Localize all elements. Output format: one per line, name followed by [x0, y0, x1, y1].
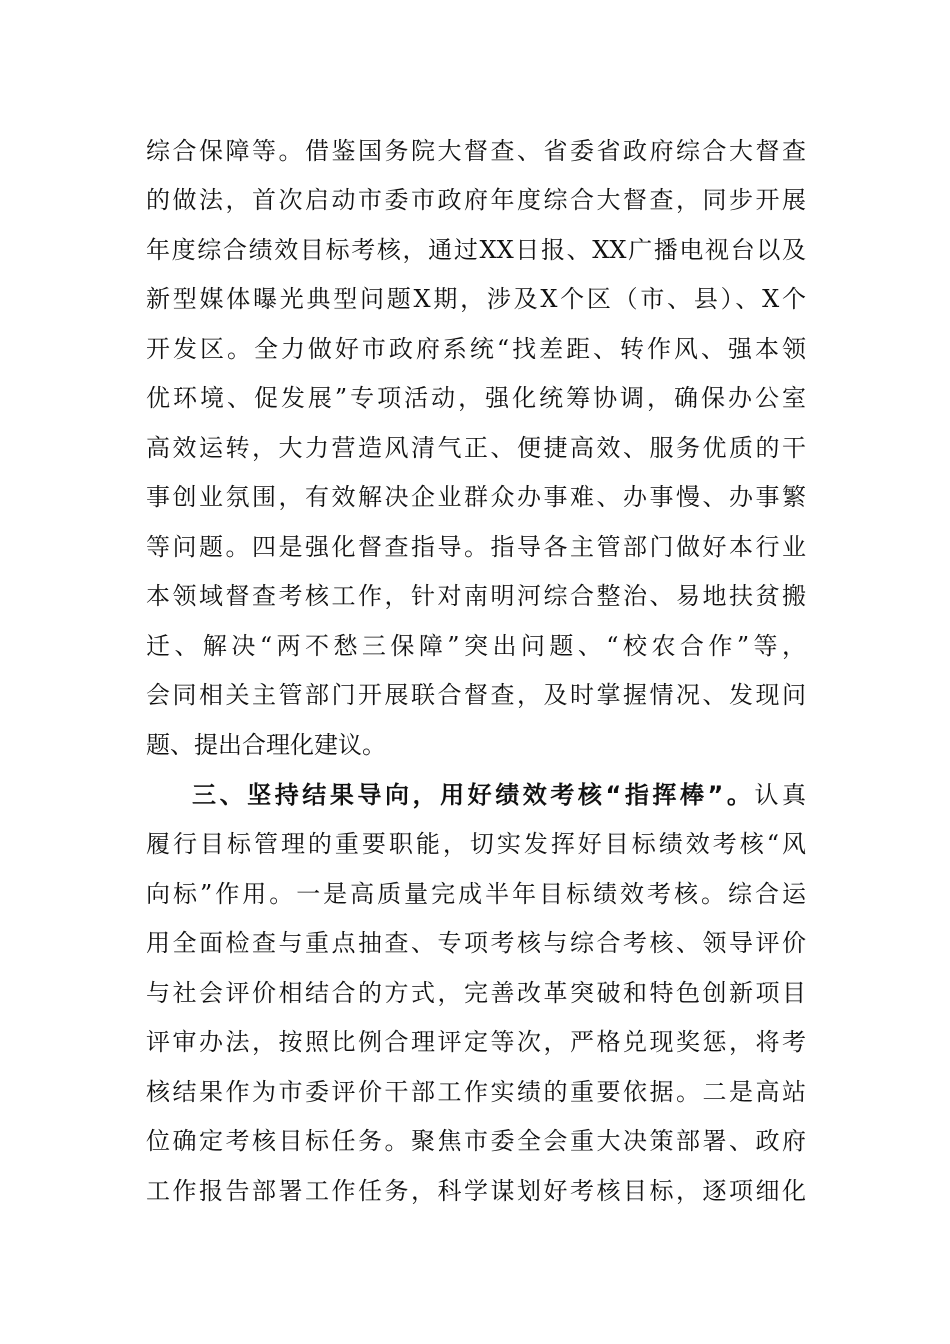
text-line: 的做法，首次启动市委市政府年度综合大督查，同步开展 — [146, 186, 806, 214]
text-line: 用全面检查与重点抽查、专项考核与综合考核、领导评价 — [146, 929, 806, 957]
text-line: 本领域督查考核工作，针对南明河综合整治、易地扶贫搬 — [146, 582, 806, 610]
text-line: 核结果作为市委评价干部工作实绩的重要依据。二是高站 — [146, 1078, 806, 1106]
text-line: 新型媒体曝光典型问题X期，涉及X个区（市、县）、X个 — [146, 285, 806, 313]
text-line: 事创业氛围，有效解决企业群众办事难、办事慢、办事繁 — [146, 483, 806, 511]
text-line: 履行目标管理的重要职能，切实发挥好目标绩效考核“风 — [146, 830, 806, 858]
text-line: 向标”作用。一是高质量完成半年目标绩效考核。综合运 — [146, 880, 806, 908]
text-line: 会同相关主管部门开展联合督查，及时掌握情况、发现问 — [146, 681, 806, 709]
text-line: 等问题。四是强化督查指导。指导各主管部门做好本行业 — [146, 533, 806, 561]
text-line: 题、提出合理化建议。 — [146, 731, 386, 759]
text-line: 迁、解决“两不愁三保障”突出问题、“校农合作”等， — [146, 632, 806, 660]
text-line: 优环境、促发展”专项活动，强化统筹协调，确保办公室 — [146, 384, 806, 412]
section-heading: 三、坚持结果导向，用好绩效考核“指挥棒”。 — [192, 781, 755, 809]
text-line: 位确定考核目标任务。聚焦市委全会重大决策部署、政府 — [146, 1127, 806, 1155]
section-heading-line — [192, 775, 806, 815]
text-line: 年度综合绩效目标考核，通过XX日报、XX广播电视台以及 — [146, 236, 806, 264]
text-line: 评审办法，按照比例合理评定等次，严格兑现奖惩，将考 — [146, 1028, 806, 1056]
section-heading-continuation: 认真 — [754, 781, 807, 809]
text-line: 高效运转，大力营造风清气正、便捷高效、服务优质的干 — [146, 434, 806, 462]
text-line: 工作报告部署工作任务，科学谋划好考核目标，逐项细化 — [146, 1177, 806, 1205]
text-line: 综合保障等。借鉴国务院大督查、省委省政府综合大督查 — [146, 137, 806, 165]
text-line: 开发区。全力做好市政府系统“找差距、转作风、强本领 — [146, 335, 806, 363]
text-line: 与社会评价相结合的方式，完善改革突破和特色创新项目 — [146, 979, 806, 1007]
